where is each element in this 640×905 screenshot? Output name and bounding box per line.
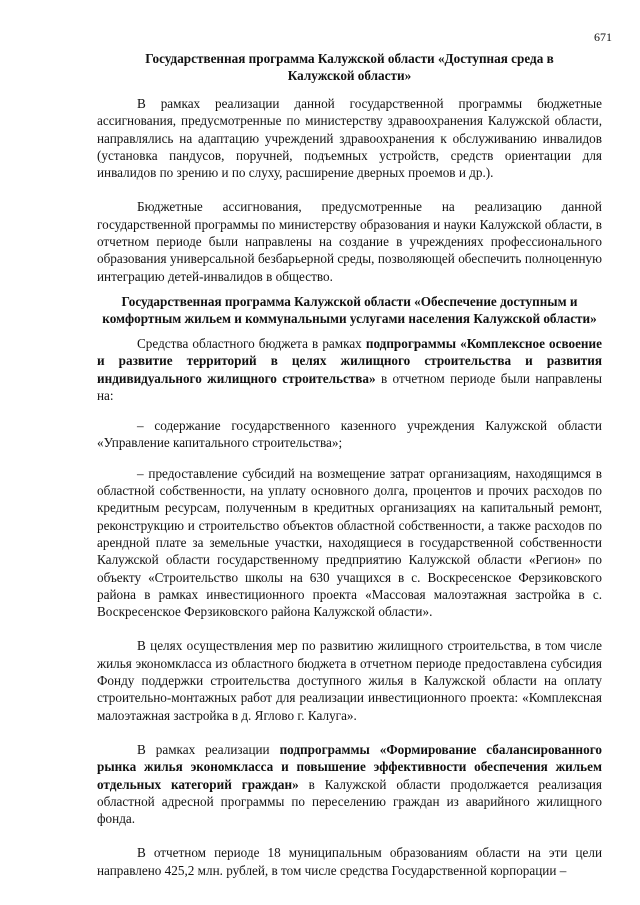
list-item-maintenance: – содержание государственного казенного учреждения Калужской области «Управление капитального строительства»;: [97, 418, 602, 451]
text-run: в Калужской области продолжается реализация областной адресной программы по переселению граждан из аварийного жилищного фонда.: [97, 776, 603, 827]
page-number: 671: [594, 30, 612, 44]
text-run: в отчетном периоде были направлены на:: [97, 370, 602, 403]
subprogram-name-territory-development: подпрограммы «Комплексное освоение и развитие территорий в целях жилищного строительства и развития индивидуального жилищного строительства»: [97, 335, 602, 386]
subprogram-name-economy-housing: подпрограммы «Формирование сбалансированного рынка жилья экономкласса и повышение эффективности обеспечения жильем отдельных категорий граждан»: [97, 741, 602, 792]
paragraph-economy-housing-subprogram: [97, 741, 602, 827]
paragraph-healthcare-adaptation: В рамках реализации данной государственной программы бюджетные ассигнования, предусмотренные по министерству здравоохранения Калужской области, направлялись на адаптацию учреждений здравоохранения к обслуживанию инвалидов (установка пандусов, поручней, подъемных устройств, средств ориентации для инвалидов по зрению и по слуху, расширение дверных проемов и др.).: [97, 96, 602, 181]
paragraph-education-barrier-free: Бюджетные ассигнования, предусмотренные на реализацию данной государственной программы по министерству образования и науки Калужской области, в отчетном периоде были направлены на создание в учреждениях профессионального образования универсальной безбарьерной среды, позволяющей обеспечить полноценную интеграцию детей-инвалидов в общество.: [97, 199, 602, 284]
paragraph-regional-budget-funds: [97, 335, 602, 404]
paragraph-housing-construction-measures: В целях осуществления мер по развитию жилищного строительства, в том числе жилья экономкласса из областного бюджета в отчетном периоде предоставлена субсидия Фонду поддержки строительства доступного жилья в Калужской области на оплату строительно-монтажных работ для реализации инвестиционного проекта: «Комплексная малоэтажная застройка в д. Яглово г. Калуга».: [97, 638, 602, 723]
page-content: [97, 46, 602, 879]
text-run: Средства областного бюджета в рамках: [137, 335, 366, 351]
section-heading-housing-program: Государственная программа Калужской области «Обеспечение доступным и комфортным жильем и коммунальными услугами населения Калужской области»: [102, 293, 597, 326]
list-item-subsidies: – предоставление субсидий на возмещение затрат организациям, находящимся в областной собственности, на уплату основного долга, процентов и прочих расходов по кредитным ресурсам, полученным в кредитных организациях на капитальный ремонт, реконструкцию и строительство объектов областной собственности, а также расходов по арендной плате за земельные участки, находящиеся в государственной собственности Калужской области государственному предприятию Калужской области «Регион» по объекту «Строительство школы на 630 учащихся в с. Воскресенское Ферзиковского района в рамках инвестиционного проекта «Массовая малоэтажная застройка в с. Воскресенское Ферзиковского района Калужской области».: [97, 465, 602, 620]
section-heading-accessible-environment: Государственная программа Калужской области «Доступная среда в Калужской области»: [145, 51, 554, 83]
text-run: В рамках реализации: [137, 741, 280, 757]
paragraph-municipal-funding: В отчетном периоде 18 муниципальным образованиям области на эти цели направлено 425,2 млн. рублей, в том числе средства Государственной корпорации –: [97, 845, 602, 878]
